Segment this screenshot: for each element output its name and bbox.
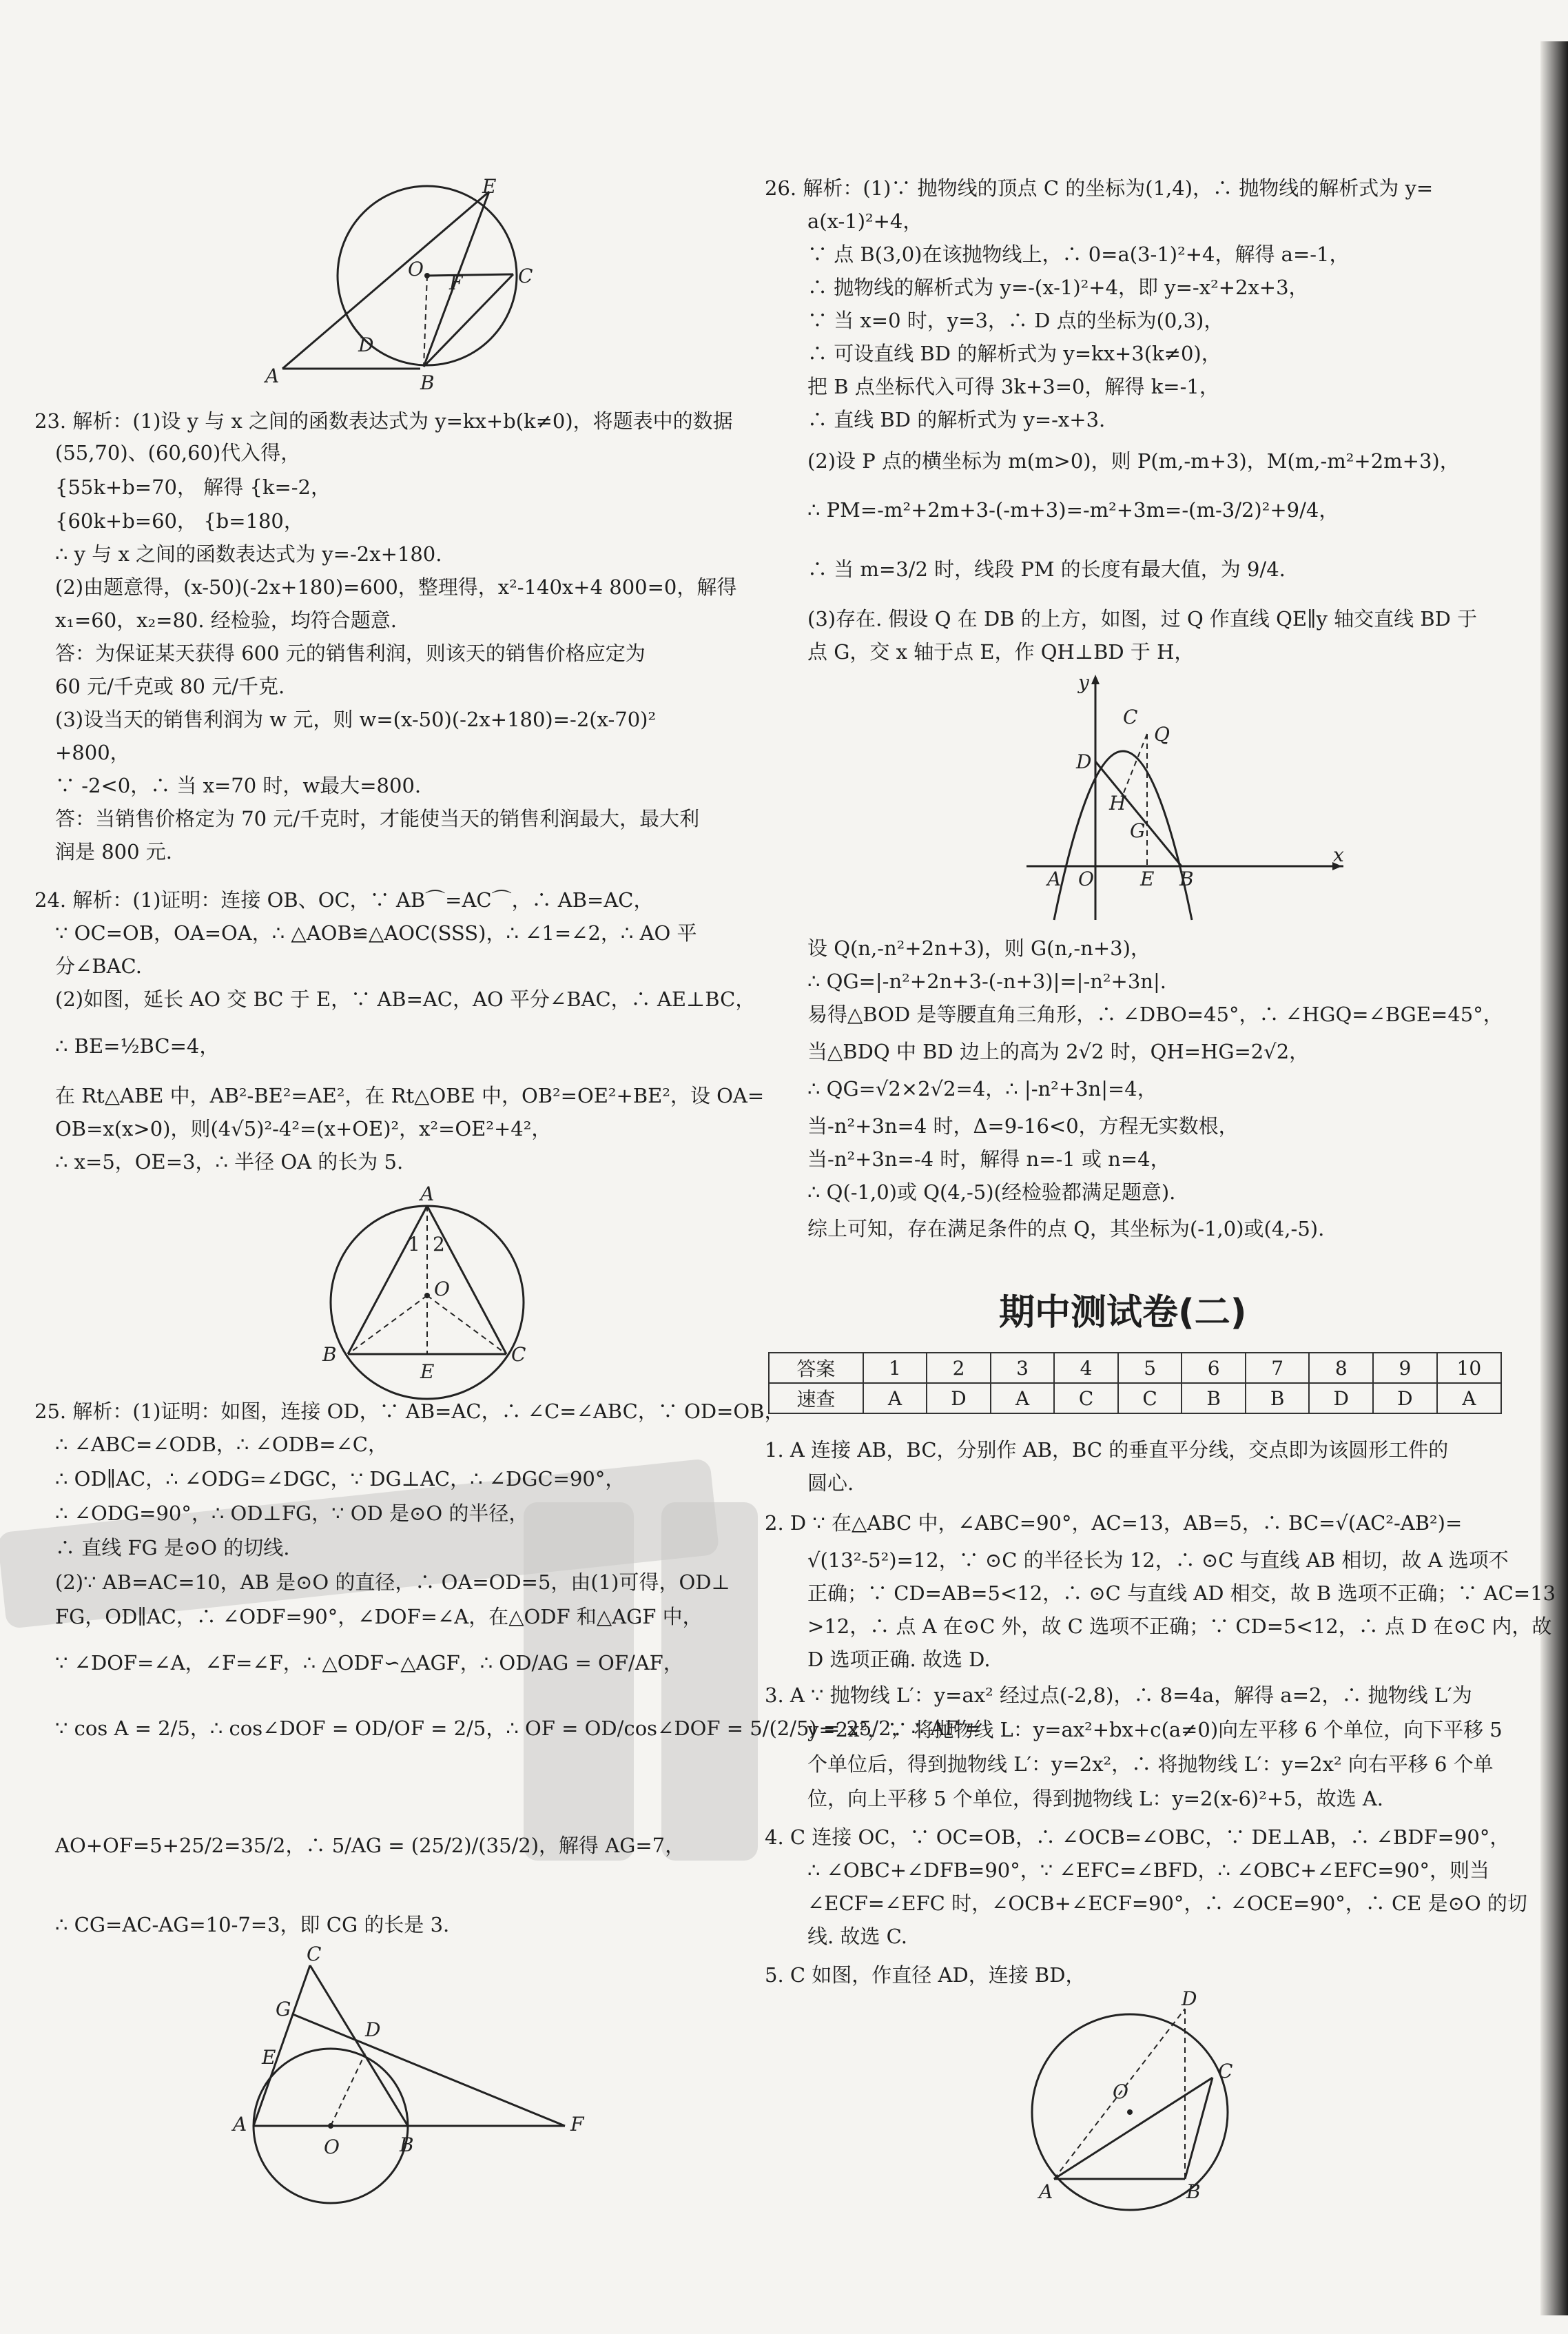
fig-label: H bbox=[1109, 792, 1126, 815]
table-cell: C bbox=[1054, 1383, 1118, 1413]
figure-q26-parabola bbox=[1027, 672, 1343, 934]
text-line: x₁=60，x₂=80. 经检验，均符合题意. bbox=[55, 608, 398, 632]
fig-label: A bbox=[265, 365, 280, 387]
text-line: ∴ ∠ABC=∠ODB，∴ ∠ODB=∠C， bbox=[55, 1433, 388, 1456]
text-line: ∴ x=5，OE=3，∴ 半径 OA 的长为 5. bbox=[55, 1150, 404, 1174]
text-line: 点 G，交 x 轴于点 E，作 QH⊥BD 于 H， bbox=[807, 640, 1195, 664]
fig-label: E bbox=[262, 2046, 276, 2069]
fig-label: 2 bbox=[433, 1233, 445, 1256]
table-row bbox=[769, 1353, 1501, 1383]
text-line: FG，OD∥AC，∴ ∠ODF=90°，∠DOF=∠A，在△ODF 和△AGF 中， bbox=[55, 1605, 703, 1628]
page-binding-edge bbox=[1540, 41, 1568, 2315]
text-line: ∴ BE=½BC=4， bbox=[55, 1034, 220, 1058]
fig-label: D bbox=[1076, 750, 1092, 773]
text-line: 易得△BOD 是等腰直角三角形，∴ ∠DBO=45°，∴ ∠HGQ=∠BGE=45°， bbox=[807, 1003, 1503, 1026]
fig-label: C bbox=[307, 1943, 322, 1965]
fig-label: B bbox=[322, 1343, 337, 1366]
section-title: 期中测试卷(二) bbox=[999, 1292, 1247, 1333]
fig-label: D bbox=[365, 2018, 381, 2041]
text-line: 当-n²+3n=-4 时，解得 n=-1 或 n=4， bbox=[807, 1147, 1170, 1171]
text-line: ∴ ∠ODG=90°，∴ OD⊥FG，∵ OD 是⊙O 的半径， bbox=[55, 1502, 529, 1525]
text-line: ∴ CG=AC-AG=10-7=3，即 CG 的长是 3. bbox=[55, 1913, 450, 1936]
fig-label: D bbox=[358, 334, 374, 356]
text-line: 25. 解析：(1)证明：如图，连接 OD，∵ AB=AC，∴ ∠C=∠ABC，∵ OD=OB， bbox=[34, 1400, 785, 1423]
watermark-shape bbox=[661, 1502, 758, 1861]
table-cell: 10 bbox=[1437, 1353, 1501, 1383]
table-header-cell: 速查 bbox=[769, 1383, 863, 1413]
text-line: {55k+b=70， 解得 {k=-2， bbox=[55, 475, 331, 499]
table-cell: 9 bbox=[1373, 1353, 1437, 1383]
text-line: ∵ cos A = 2/5，∴ cos∠DOF = OD/OF = 2/5，∴ OF = OD/cos∠DOF = 5/(2/5) = 25/2，∴ AF = bbox=[55, 1717, 982, 1740]
table-cell: 3 bbox=[991, 1353, 1055, 1383]
table-cell: 6 bbox=[1182, 1353, 1246, 1383]
text-line: 当-n²+3n=4 时，Δ=9-16<0，方程无实数根， bbox=[807, 1114, 1239, 1138]
text-line: 分∠BAC. bbox=[55, 954, 142, 978]
watermark-shape bbox=[524, 1502, 634, 1861]
table-cell: C bbox=[1118, 1383, 1182, 1413]
fig-label: C bbox=[511, 1343, 526, 1366]
text-line: 23. 解析：(1)设 y 与 x 之间的函数表达式为 y=kx+b(k≠0)，将题表中的数据 bbox=[34, 409, 733, 433]
text-line: ∴ QG=√2×2√2=4，∴ |-n²+3n|=4， bbox=[807, 1077, 1157, 1101]
fig-label: x bbox=[1333, 843, 1344, 866]
fig-label: B bbox=[420, 371, 435, 394]
text-line: ∴ 可设直线 BD 的解析式为 y=kx+3(k≠0)， bbox=[807, 342, 1221, 365]
text-line: 1. A 连接 AB，BC，分别作 AB，BC 的垂直平分线，交点即为该圆形工件的 bbox=[765, 1438, 1449, 1462]
fig-label: F bbox=[449, 272, 463, 294]
text-line: ∵ ∠DOF=∠A，∠F=∠F，∴ △ODF∽△AGF，∴ OD/AG = OF/AF， bbox=[55, 1651, 683, 1675]
text-line: 4. C 连接 OC，∵ OC=OB，∴ ∠OCB=∠OBC，∵ DE⊥AB，∴ ∠BDF=90°， bbox=[765, 1825, 1510, 1849]
fig-label: O bbox=[434, 1278, 450, 1300]
text-line: ∴ ∠OBC+∠DFB=90°，∵ ∠EFC=∠BFD，∴ ∠OBC+∠EFC=90°，则当 bbox=[807, 1859, 1490, 1882]
text-line: (2)由题意得，(x-50)(-2x+180)=600，整理得，x²-140x+4 800=0，解得 bbox=[55, 575, 737, 599]
table-cell: 7 bbox=[1246, 1353, 1310, 1383]
fig-label: C bbox=[518, 265, 533, 287]
text-line: 答：为保证某天获得 600 元的销售利润，则该天的销售价格应定为 bbox=[55, 642, 646, 665]
text-line: √(13²-5²)=12，∵ ⊙C 的半径长为 12，∴ ⊙C 与直线 AB 相切，故 A 选项不 bbox=[807, 1548, 1509, 1572]
figure-q25-circle bbox=[227, 1943, 613, 2205]
fig-label: G bbox=[276, 1998, 291, 2020]
fig-label: E bbox=[482, 175, 497, 198]
fig-label: O bbox=[408, 258, 424, 280]
fig-label: O bbox=[324, 2136, 340, 2158]
text-line: >12，∴ 点 A 在⊙C 外，故 C 选项不正确；∵ CD=5<12，∴ 点 D 在⊙C 内，故 bbox=[807, 1615, 1552, 1638]
text-line: 60 元/千克或 80 元/千克. bbox=[55, 675, 285, 698]
text-line: (55,70)、(60,60)代入得， bbox=[55, 441, 301, 464]
fig-label: A bbox=[1039, 2180, 1053, 2203]
text-line: (3)存在. 假设 Q 在 DB 的上方，如图，过 Q 作直线 QE∥y 轴交直线 BD 于 bbox=[807, 607, 1478, 631]
text-line: 3. A ∵ 抛物线 L′：y=ax² 经过点(-2,8)，∴ 8=4a，解得 a=2，∴ 抛物线 L′为 bbox=[765, 1683, 1472, 1707]
fig-label: C bbox=[1123, 706, 1138, 728]
fig-label: O bbox=[1078, 868, 1094, 890]
fig-label: A bbox=[1047, 868, 1062, 890]
text-line: OB=x(x>0)，则(4√5)²-4²=(x+OE)²，x²=OE²+4²， bbox=[55, 1117, 552, 1140]
table-row bbox=[769, 1383, 1501, 1413]
table-cell: A bbox=[1437, 1383, 1501, 1413]
table-header-cell: 答案 bbox=[769, 1353, 863, 1383]
text-line: ∵ 当 x=0 时，y=3，∴ D 点的坐标为(0,3)， bbox=[807, 309, 1224, 332]
table-cell: A bbox=[863, 1383, 927, 1413]
text-line: (2)∵ AB=AC=10，AB 是⊙O 的直径，∴ OA=OD=5，由(1)可得，OD⊥ bbox=[55, 1570, 730, 1594]
text-line: ∴ 抛物线的解析式为 y=-(x-1)²+4，即 y=-x²+2x+3， bbox=[807, 276, 1309, 299]
table-cell: D bbox=[1309, 1383, 1373, 1413]
text-line: 答：当销售价格定为 70 元/千克时，才能使当天的销售利润最大，最大利 bbox=[55, 807, 700, 830]
fig-label: y bbox=[1078, 671, 1089, 694]
text-line: 2. D ∵ 在△ABC 中，∠ABC=90°，AC=13，AB=5，∴ BC=√(AC²-AB²)= bbox=[765, 1511, 1463, 1535]
text-line: 圆心. bbox=[807, 1471, 854, 1495]
table-cell: D bbox=[927, 1383, 991, 1413]
text-line: ∴ QG=|-n²+2n+3-(-n+3)|=|-n²+3n|. bbox=[807, 970, 1166, 993]
text-line: y=2x²，∵ 将抛物线 L：y=ax²+bx+c(a≠0)向左平移 6 个单位，向下平移 5 bbox=[807, 1718, 1503, 1741]
text-line: 润是 800 元. bbox=[55, 840, 173, 863]
fig-label: A bbox=[420, 1183, 435, 1205]
fig-label: G bbox=[1130, 819, 1146, 842]
text-line: {60k+b=60， {b=180， bbox=[55, 509, 304, 533]
text-line: 把 B 点坐标代入可得 3k+3=0，解得 k=-1， bbox=[807, 375, 1219, 398]
table-cell: 4 bbox=[1054, 1353, 1118, 1383]
text-line: ∴ 直线 FG 是⊙O 的切线. bbox=[55, 1536, 290, 1559]
table-cell: B bbox=[1246, 1383, 1310, 1413]
text-line: (3)设当天的销售利润为 w 元，则 w=(x-50)(-2x+180)=-2(x-70)² bbox=[55, 708, 657, 731]
fig-label: Q bbox=[1154, 723, 1170, 746]
fig-label: E bbox=[1140, 868, 1155, 890]
fig-label: A bbox=[233, 2113, 247, 2136]
answer-table bbox=[768, 1352, 1502, 1414]
text-line: ∴ PM=-m²+2m+3-(-m+3)=-m²+3m=-(m-3/2)²+9/4， bbox=[807, 498, 1339, 522]
text-line: 26. 解析：(1)∵ 抛物线的顶点 C 的坐标为(1,4)，∴ 抛物线的解析式为 y= bbox=[765, 176, 1434, 200]
figure-q5-circle bbox=[1027, 1987, 1302, 2222]
text-line: (2)设 P 点的横坐标为 m(m>0)，则 P(m,-m+3)，M(m,-m²+2m+3)， bbox=[807, 449, 1460, 473]
text-line: 24. 解析：(1)证明：连接 OB、OC，∵ AB⌒=AC⌒，∴ AB=AC， bbox=[34, 888, 654, 912]
fig-label: O bbox=[1113, 2080, 1128, 2103]
text-line: 个单位后，得到抛物线 L′：y=2x²，∴ 将抛物线 L′：y=2x² 向右平移 6 个单 bbox=[807, 1752, 1494, 1776]
fig-label: B bbox=[1179, 868, 1194, 890]
text-line: a(x-1)²+4， bbox=[807, 209, 923, 233]
text-line: 位，向上平移 5 个单位，得到抛物线 L：y=2(x-6)²+5，故选 A. bbox=[807, 1787, 1383, 1810]
fig-label: D bbox=[1182, 1987, 1197, 2010]
text-line: 5. C 如图，作直径 AD，连接 BD， bbox=[765, 1963, 1086, 1987]
fig-label: B bbox=[1186, 2180, 1201, 2203]
text-line: ∴ y 与 x 之间的函数表达式为 y=-2x+180. bbox=[55, 542, 442, 566]
text-line: ∴ OD∥AC，∴ ∠ODG=∠DGC，∵ DG⊥AC，∴ ∠DGC=90°， bbox=[55, 1467, 626, 1491]
text-line: ∴ 当 m=3/2 时，线段 PM 的长度有最大值，为 9/4. bbox=[807, 557, 1286, 581]
text-line: (2)如图，延长 AO 交 BC 于 E，∵ AB=AC，AO 平分∠BAC，∴ AE⊥BC， bbox=[55, 987, 756, 1011]
text-line: 在 Rt△ABE 中，AB²-BE²=AE²，在 Rt△OBE 中，OB²=OE²+BE²，设 OA= bbox=[55, 1084, 765, 1107]
text-line: ∵ OC=OB，OA=OA，∴ △AOB≌△AOC(SSS)，∴ ∠1=∠2，∴ AO 平 bbox=[55, 921, 697, 945]
table-cell: 8 bbox=[1309, 1353, 1373, 1383]
table-cell: A bbox=[991, 1383, 1055, 1413]
table-cell: 2 bbox=[927, 1353, 991, 1383]
text-line: 设 Q(n,-n²+2n+3)，则 G(n,-n+3)， bbox=[807, 936, 1151, 960]
fig-label: F bbox=[570, 2113, 584, 2136]
text-line: ∴ Q(-1,0)或 Q(4,-5)(经检验都满足题意). bbox=[807, 1180, 1176, 1204]
fig-label: C bbox=[1218, 2060, 1233, 2082]
fig-label: 1 bbox=[408, 1233, 420, 1256]
text-line: 线. 故选 C. bbox=[807, 1925, 908, 1948]
table-cell: D bbox=[1373, 1383, 1437, 1413]
text-line: ∵ 点 B(3,0)在该抛物线上，∴ 0=a(3-1)²+4，解得 a=-1， bbox=[807, 243, 1350, 266]
text-line: +800， bbox=[55, 741, 130, 764]
text-line: ∴ 直线 BD 的解析式为 y=-x+3. bbox=[807, 408, 1106, 431]
table-cell: 5 bbox=[1118, 1353, 1182, 1383]
fig-label: E bbox=[420, 1360, 435, 1383]
table-cell: B bbox=[1182, 1383, 1246, 1413]
fig-label: B bbox=[400, 2133, 414, 2156]
table-cell: 1 bbox=[863, 1353, 927, 1383]
text-line: 综上可知，存在满足条件的点 Q，其坐标为(-1,0)或(4,-5). bbox=[807, 1217, 1325, 1240]
figure-circle-top bbox=[265, 175, 579, 400]
text-line: 当△BDQ 中 BD 边上的高为 2√2 时，QH=HG=2√2， bbox=[807, 1040, 1310, 1063]
text-line: AO+OF=5+25/2=35/2，∴ 5/AG = (25/2)/(35/2)，解得 AG=7， bbox=[55, 1834, 685, 1857]
text-line: ∠ECF=∠EFC 时，∠OCB+∠ECF=90°，∴ ∠OCE=90°，∴ CE 是⊙O 的切 bbox=[807, 1892, 1527, 1915]
text-line: ∵ -2<0，∴ 当 x=70 时，w最大=800. bbox=[55, 774, 422, 797]
text-line: 正确；∵ CD=AB=5<12，∴ ⊙C 与直线 AD 相交，故 B 选项不正确；∵ AC=13 bbox=[807, 1581, 1556, 1605]
figure-q24-circle bbox=[289, 1185, 565, 1420]
text-line: D 选项正确. 故选 D. bbox=[807, 1648, 991, 1671]
